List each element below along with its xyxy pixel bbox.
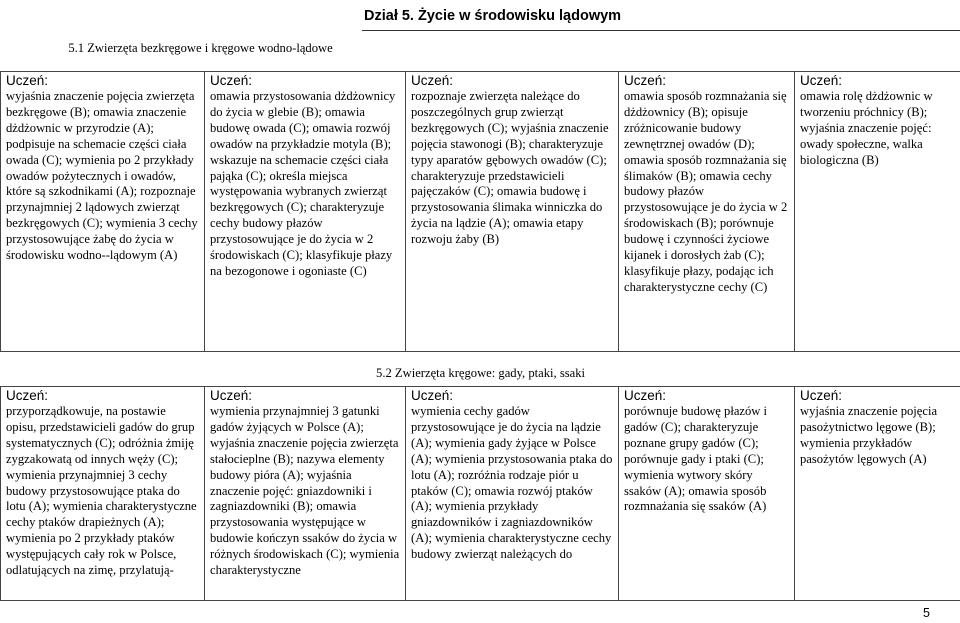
requirements-cell <box>795 387 960 601</box>
requirements-cell <box>795 72 960 352</box>
cell-heading: Uczeń: <box>800 388 843 403</box>
section-heading-5-1 <box>1 28 960 72</box>
cell-heading: Uczeń: <box>210 388 253 403</box>
cell-text: rozpoznaje zwierzęta należące do poszczególnych grup zwierząt bezkręgowych (C); wyjaśnia znaczenie pojęcia stawonogi (B); charakteryzuje typy aparatów gębowych owadów (C); charakteryzuje przedstawicieli pajęczaków (C); omawia budowę i przystosowania ślimaka winniczka do życia na lądzie (A); omawia etapy rozwoju żaby (B) <box>411 89 609 247</box>
cell-heading: Uczeń: <box>800 73 843 88</box>
requirements-cell <box>205 387 406 601</box>
requirements-cell <box>619 72 795 352</box>
chapter-title: Dział 5. Życie w środowisku lądowym <box>364 8 622 24</box>
cell-heading: Uczeń: <box>6 73 49 88</box>
cell-text: wyjaśnia znaczenie pojęcia zwierzęta bezkręgowe (B); omawia znaczenie dżdżownic w przyrodzie (A); podpisuje na schemacie części ciała owada (C); wymienia po 2 przykłady owadów pożytecznych i owadów, które są szkodnikami (A); rozpoznaje przynajmniej 2 lądowych zwierząt bezkręgowych (C); wymienia 3 cechy przystosowujące żabę do życia w środowisku wodno--lądowym (A) <box>6 89 198 263</box>
cell-heading: Uczeń: <box>624 73 667 88</box>
cell-text: porównuje budowę płazów i gadów (C); charakteryzuje poznane grupy gadów (C); porównuje gady i ptaki (C); wymienia wytwory skóry ssaków (A); omawia sposób rozmnażania się ssaków (A) <box>624 404 768 514</box>
requirements-cell <box>1 387 205 601</box>
cell-text: przyporządkowuje, na postawie opisu, przedstawicieli gadów do grup systematycznych (C); odróżnia żmiję zygzakowatą od innych węży (C); wymienia przynajmniej 3 cechy budowy przystosowujące ptaka do lotu (A); wymienia charakterystyczne cechy ptaków drapieżnych (A); wymienia po 2 przykłady ptaków występujących cały rok w Polsce, odlatujących na zimę, przylatują- <box>6 404 197 578</box>
cell-heading: Uczeń: <box>411 73 454 88</box>
cell-text: omawia rolę dżdżownic w tworzeniu próchnicy (B); wyjaśnia znaczenie pojęć: owady społeczne, walka biologiczna (B) <box>800 89 933 167</box>
cell-heading: Uczeń: <box>411 388 454 403</box>
page-number: 5 <box>923 606 930 620</box>
requirements-cell <box>1 72 205 352</box>
cell-text: omawia sposób rozmnażania się dżdżownicy (B); opisuje zróżnicowanie budowy zewnętrznej owadów (D); omawia sposób rozmnażania się ślimaków (B); omawia cechy budowy płazów przystosowujące je do życia w 2 środowiskach (B); porównuje budowę i czynności życiowe kijanek i dorosłych żab (C); klasyfikuje płazy, podając ich charakterystyczne cechy (C) <box>624 89 788 294</box>
section-title: 5.1 Zwierzęta bezkręgowe i kręgowe wodno-lądowe <box>68 41 333 56</box>
cell-text: omawia przystosowania dżdżownicy do życia w glebie (B); omawia budowę owada (C); omawia rozwój owadów na przykładzie motyla (B); wskazuje na schemacie części ciała pająka (C); określa miejsca występowania wybranych zwierząt bezkręgowych (C); charakteryzuje cechy budowy płazów przystosowujące je do życia w 2 środowiskach (C); klasyfikuje płazy na bezogonowe i ogoniaste (C) <box>210 89 396 278</box>
cell-text: wymienia cechy gadów przystosowujące je do życia na lądzie (A); wymienia gady żyjące w Polsce (A); wymienia przystosowania ptaka do lotu (A); rozróżnia rodzaje piór u ptaków (C); omawia rozwój ptaków (A); wymienia przykłady gniazdowników i zagniazdowników (A); wymienia charakterystyczne cechy budowy zwierząt należących do <box>411 404 613 562</box>
requirements-cell <box>205 72 406 352</box>
cell-heading: Uczeń: <box>6 388 49 403</box>
requirements-cell <box>406 387 619 601</box>
cell-text: wymienia przynajmniej 3 gatunki gadów żyjących w Polsce (A); wyjaśnia znaczenie pojęcia zwierzęta stałocieplne (B); nazywa elementy budowy pióra (A); wyjaśnia znaczenie pojęć: gniazdowniki i zagniazdowniki (B); omawia przystosowania występujące w budowie kończyn ssaków do życia w różnych środowiskach (C); wymienia charakterystyczne <box>210 404 400 578</box>
section-heading-5-2 <box>1 352 960 387</box>
curriculum-table <box>0 28 960 601</box>
requirements-cell <box>406 72 619 352</box>
requirements-cell <box>619 387 795 601</box>
cell-heading: Uczeń: <box>210 73 253 88</box>
cell-text: wyjaśnia znaczenie pojęcia pasożytnictwo lęgowe (B); wymienia przykładów pasożytów lęgowych (A) <box>800 404 938 466</box>
section-title: 5.2 Zwierzęta kręgowe: gady, ptaki, ssaki <box>376 366 586 381</box>
cell-heading: Uczeń: <box>624 388 667 403</box>
